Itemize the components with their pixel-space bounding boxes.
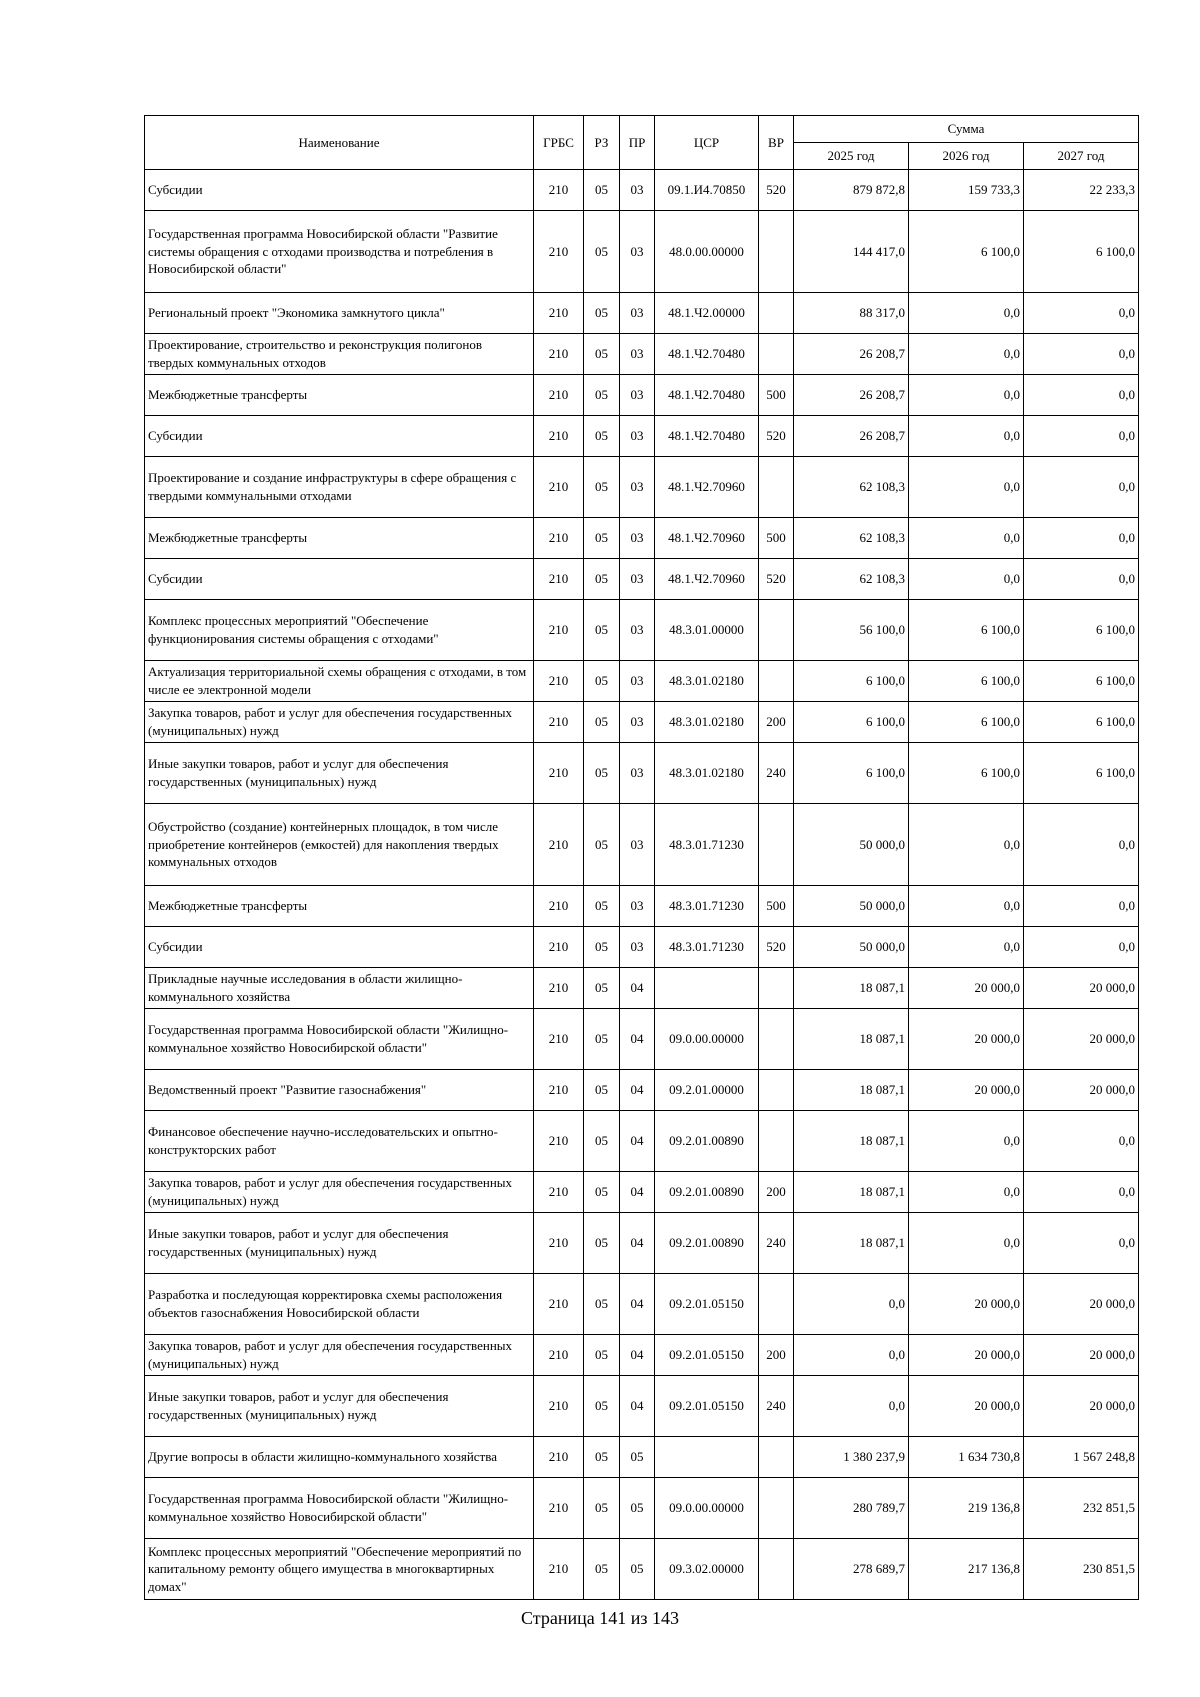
cell-y2027: 20 000,0 — [1024, 1009, 1139, 1070]
cell-grbs: 210 — [534, 518, 584, 559]
cell-pr: 03 — [620, 518, 655, 559]
cell-grbs: 210 — [534, 1213, 584, 1274]
cell-y2026: 0,0 — [909, 1111, 1024, 1172]
cell-grbs: 210 — [534, 1274, 584, 1335]
cell-y2026: 217 136,8 — [909, 1539, 1024, 1600]
cell-y2026: 0,0 — [909, 927, 1024, 968]
table-row — [145, 600, 1139, 661]
cell-y2025: 26 208,7 — [794, 334, 909, 375]
cell-csr — [655, 1437, 759, 1478]
cell-name: Межбюджетные трансферты — [145, 886, 534, 927]
cell-vr — [759, 1539, 794, 1600]
header-year-2026: 2026 год — [909, 143, 1024, 170]
cell-vr — [759, 804, 794, 886]
cell-pr: 04 — [620, 1070, 655, 1111]
cell-vr — [759, 600, 794, 661]
cell-rz: 05 — [584, 518, 620, 559]
cell-pr: 03 — [620, 334, 655, 375]
header-sum: Сумма — [794, 116, 1139, 143]
cell-y2026: 0,0 — [909, 1172, 1024, 1213]
table-row — [145, 1437, 1139, 1478]
table-row — [145, 968, 1139, 1009]
cell-y2025: 18 087,1 — [794, 1213, 909, 1274]
cell-pr: 04 — [620, 1213, 655, 1274]
cell-pr: 04 — [620, 968, 655, 1009]
cell-y2027: 6 100,0 — [1024, 600, 1139, 661]
cell-y2026: 20 000,0 — [909, 1335, 1024, 1376]
cell-y2025: 18 087,1 — [794, 1070, 909, 1111]
cell-pr: 05 — [620, 1539, 655, 1600]
cell-rz: 05 — [584, 927, 620, 968]
cell-vr: 500 — [759, 375, 794, 416]
table-row — [145, 1539, 1139, 1600]
cell-pr: 04 — [620, 1274, 655, 1335]
cell-vr — [759, 1274, 794, 1335]
cell-rz: 05 — [584, 1070, 620, 1111]
table-header — [145, 116, 1139, 170]
cell-y2026: 20 000,0 — [909, 1070, 1024, 1111]
cell-vr — [759, 1070, 794, 1111]
cell-grbs: 210 — [534, 1437, 584, 1478]
cell-y2027: 20 000,0 — [1024, 1274, 1139, 1335]
cell-y2027: 0,0 — [1024, 927, 1139, 968]
cell-pr: 03 — [620, 211, 655, 293]
cell-name: Субсидии — [145, 170, 534, 211]
table-row — [145, 927, 1139, 968]
cell-csr: 48.1.Ч2.70480 — [655, 375, 759, 416]
cell-y2026: 0,0 — [909, 457, 1024, 518]
table-row — [145, 702, 1139, 743]
cell-vr: 520 — [759, 559, 794, 600]
cell-y2025: 88 317,0 — [794, 293, 909, 334]
cell-csr: 48.1.Ч2.00000 — [655, 293, 759, 334]
cell-y2026: 0,0 — [909, 1213, 1024, 1274]
cell-y2026: 6 100,0 — [909, 661, 1024, 702]
cell-y2027: 6 100,0 — [1024, 661, 1139, 702]
cell-y2026: 20 000,0 — [909, 1376, 1024, 1437]
cell-csr: 09.1.И4.70850 — [655, 170, 759, 211]
cell-y2026: 20 000,0 — [909, 1009, 1024, 1070]
cell-y2026: 6 100,0 — [909, 600, 1024, 661]
cell-vr — [759, 457, 794, 518]
cell-csr — [655, 968, 759, 1009]
cell-y2025: 879 872,8 — [794, 170, 909, 211]
cell-pr: 04 — [620, 1376, 655, 1437]
header-csr: ЦСР — [655, 116, 759, 170]
cell-pr: 04 — [620, 1335, 655, 1376]
cell-csr: 48.3.01.71230 — [655, 886, 759, 927]
cell-name: Иные закупки товаров, работ и услуг для обеспечения государственных (муниципальных) нужд — [145, 743, 534, 804]
cell-vr: 520 — [759, 416, 794, 457]
cell-grbs: 210 — [534, 1172, 584, 1213]
cell-name: Закупка товаров, работ и услуг для обеспечения государственных (муниципальных) нужд — [145, 1172, 534, 1213]
cell-y2027: 20 000,0 — [1024, 1070, 1139, 1111]
cell-grbs: 210 — [534, 559, 584, 600]
cell-y2027: 6 100,0 — [1024, 702, 1139, 743]
table-row — [145, 1111, 1139, 1172]
cell-rz: 05 — [584, 1274, 620, 1335]
cell-name: Межбюджетные трансферты — [145, 518, 534, 559]
header-name: Наименование — [145, 116, 534, 170]
cell-rz: 05 — [584, 1213, 620, 1274]
cell-y2027: 1 567 248,8 — [1024, 1437, 1139, 1478]
cell-y2027: 230 851,5 — [1024, 1539, 1139, 1600]
cell-csr: 48.3.01.71230 — [655, 804, 759, 886]
cell-vr: 240 — [759, 1213, 794, 1274]
cell-vr — [759, 968, 794, 1009]
cell-y2025: 6 100,0 — [794, 743, 909, 804]
cell-rz: 05 — [584, 293, 620, 334]
cell-y2026: 159 733,3 — [909, 170, 1024, 211]
cell-y2027: 0,0 — [1024, 804, 1139, 886]
cell-y2025: 18 087,1 — [794, 968, 909, 1009]
table-row — [145, 375, 1139, 416]
cell-grbs: 210 — [534, 1478, 584, 1539]
cell-csr: 09.2.01.00890 — [655, 1213, 759, 1274]
cell-y2025: 50 000,0 — [794, 804, 909, 886]
cell-y2025: 0,0 — [794, 1335, 909, 1376]
cell-vr — [759, 1009, 794, 1070]
table-row — [145, 1335, 1139, 1376]
cell-vr: 200 — [759, 702, 794, 743]
cell-rz: 05 — [584, 211, 620, 293]
cell-name: Прикладные научные исследования в области жилищно-коммунального хозяйства — [145, 968, 534, 1009]
cell-rz: 05 — [584, 804, 620, 886]
cell-rz: 05 — [584, 702, 620, 743]
cell-csr: 48.1.Ч2.70480 — [655, 334, 759, 375]
cell-grbs: 210 — [534, 702, 584, 743]
cell-y2025: 26 208,7 — [794, 416, 909, 457]
header-vr: ВР — [759, 116, 794, 170]
cell-y2025: 0,0 — [794, 1274, 909, 1335]
cell-rz: 05 — [584, 1478, 620, 1539]
cell-grbs: 210 — [534, 927, 584, 968]
cell-rz: 05 — [584, 968, 620, 1009]
cell-rz: 05 — [584, 600, 620, 661]
cell-y2025: 18 087,1 — [794, 1111, 909, 1172]
cell-rz: 05 — [584, 375, 620, 416]
table-row — [145, 293, 1139, 334]
cell-csr: 09.2.01.05150 — [655, 1335, 759, 1376]
cell-grbs: 210 — [534, 661, 584, 702]
table-row — [145, 457, 1139, 518]
cell-name: Закупка товаров, работ и услуг для обеспечения государственных (муниципальных) нужд — [145, 1335, 534, 1376]
cell-y2027: 6 100,0 — [1024, 211, 1139, 293]
cell-y2027: 0,0 — [1024, 559, 1139, 600]
cell-pr: 05 — [620, 1478, 655, 1539]
cell-rz: 05 — [584, 661, 620, 702]
cell-y2027: 0,0 — [1024, 518, 1139, 559]
cell-csr: 48.3.01.02180 — [655, 661, 759, 702]
cell-csr: 09.3.02.00000 — [655, 1539, 759, 1600]
cell-csr: 48.3.01.71230 — [655, 927, 759, 968]
cell-pr: 03 — [620, 375, 655, 416]
cell-name: Государственная программа Новосибирской области "Жилищно-коммунальное хозяйство Новосибирской области" — [145, 1009, 534, 1070]
cell-name: Межбюджетные трансферты — [145, 375, 534, 416]
cell-y2027: 20 000,0 — [1024, 1376, 1139, 1437]
cell-vr: 200 — [759, 1335, 794, 1376]
cell-pr: 03 — [620, 804, 655, 886]
cell-y2025: 0,0 — [794, 1376, 909, 1437]
cell-y2026: 0,0 — [909, 416, 1024, 457]
table-body — [145, 170, 1139, 1600]
cell-rz: 05 — [584, 1376, 620, 1437]
cell-csr: 48.3.01.02180 — [655, 702, 759, 743]
cell-y2027: 20 000,0 — [1024, 968, 1139, 1009]
cell-grbs: 210 — [534, 416, 584, 457]
cell-pr: 03 — [620, 600, 655, 661]
cell-y2025: 62 108,3 — [794, 559, 909, 600]
cell-y2027: 0,0 — [1024, 1111, 1139, 1172]
cell-csr: 09.2.01.00000 — [655, 1070, 759, 1111]
cell-vr — [759, 334, 794, 375]
table-row — [145, 886, 1139, 927]
cell-rz: 05 — [584, 416, 620, 457]
cell-y2025: 18 087,1 — [794, 1172, 909, 1213]
cell-name: Комплекс процессных мероприятий "Обеспечение мероприятий по капитальному ремонту общего имущества в многоквартирных домах" — [145, 1539, 534, 1600]
table-row — [145, 211, 1139, 293]
table-row — [145, 1172, 1139, 1213]
cell-name: Проектирование, строительство и реконструкция полигонов твердых коммунальных отходов — [145, 334, 534, 375]
cell-rz: 05 — [584, 1335, 620, 1376]
cell-vr: 240 — [759, 743, 794, 804]
cell-pr: 03 — [620, 702, 655, 743]
cell-pr: 03 — [620, 886, 655, 927]
table-row — [145, 559, 1139, 600]
cell-rz: 05 — [584, 1172, 620, 1213]
cell-rz: 05 — [584, 170, 620, 211]
table-row — [145, 1213, 1139, 1274]
cell-grbs: 210 — [534, 1009, 584, 1070]
cell-grbs: 210 — [534, 170, 584, 211]
cell-name: Разработка и последующая корректировка схемы расположения объектов газоснабжения Новосибирской области — [145, 1274, 534, 1335]
header-rz: РЗ — [584, 116, 620, 170]
cell-name: Проектирование и создание инфраструктуры в сфере обращения с твердыми коммунальными отходами — [145, 457, 534, 518]
cell-rz: 05 — [584, 1437, 620, 1478]
cell-vr: 240 — [759, 1376, 794, 1437]
table-row — [145, 416, 1139, 457]
table-row — [145, 334, 1139, 375]
cell-y2027: 0,0 — [1024, 416, 1139, 457]
cell-rz: 05 — [584, 743, 620, 804]
cell-y2026: 20 000,0 — [909, 968, 1024, 1009]
cell-y2025: 62 108,3 — [794, 457, 909, 518]
page-number: Страница 141 из 143 — [521, 1608, 679, 1628]
cell-y2025: 144 417,0 — [794, 211, 909, 293]
cell-y2027: 0,0 — [1024, 886, 1139, 927]
cell-y2027: 0,0 — [1024, 1213, 1139, 1274]
table-row — [145, 1009, 1139, 1070]
table-row — [145, 661, 1139, 702]
table-row — [145, 743, 1139, 804]
cell-y2025: 56 100,0 — [794, 600, 909, 661]
cell-y2026: 0,0 — [909, 518, 1024, 559]
cell-name: Закупка товаров, работ и услуг для обеспечения государственных (муниципальных) нужд — [145, 702, 534, 743]
cell-y2025: 6 100,0 — [794, 661, 909, 702]
cell-y2025: 6 100,0 — [794, 702, 909, 743]
cell-y2027: 0,0 — [1024, 375, 1139, 416]
cell-y2025: 50 000,0 — [794, 886, 909, 927]
cell-grbs: 210 — [534, 1070, 584, 1111]
cell-rz: 05 — [584, 559, 620, 600]
cell-y2025: 62 108,3 — [794, 518, 909, 559]
cell-csr: 09.2.01.00890 — [655, 1172, 759, 1213]
cell-vr: 520 — [759, 927, 794, 968]
cell-rz: 05 — [584, 1111, 620, 1172]
table-row — [145, 1478, 1139, 1539]
cell-grbs: 210 — [534, 457, 584, 518]
cell-name: Субсидии — [145, 416, 534, 457]
cell-grbs: 210 — [534, 211, 584, 293]
cell-grbs: 210 — [534, 334, 584, 375]
cell-pr: 04 — [620, 1172, 655, 1213]
cell-vr: 500 — [759, 886, 794, 927]
cell-grbs: 210 — [534, 375, 584, 416]
cell-vr: 200 — [759, 1172, 794, 1213]
cell-grbs: 210 — [534, 600, 584, 661]
cell-vr: 500 — [759, 518, 794, 559]
cell-grbs: 210 — [534, 1335, 584, 1376]
cell-pr: 03 — [620, 416, 655, 457]
cell-grbs: 210 — [534, 743, 584, 804]
cell-rz: 05 — [584, 1009, 620, 1070]
cell-pr: 03 — [620, 457, 655, 518]
cell-name: Другие вопросы в области жилищно-коммунального хозяйства — [145, 1437, 534, 1478]
cell-pr: 04 — [620, 1009, 655, 1070]
cell-grbs: 210 — [534, 1111, 584, 1172]
cell-grbs: 210 — [534, 804, 584, 886]
cell-y2025: 280 789,7 — [794, 1478, 909, 1539]
cell-y2027: 6 100,0 — [1024, 743, 1139, 804]
budget-table — [144, 115, 1139, 1600]
cell-grbs: 210 — [534, 293, 584, 334]
cell-name: Финансовое обеспечение научно-исследовательских и опытно-конструкторских работ — [145, 1111, 534, 1172]
cell-csr: 09.0.00.00000 — [655, 1478, 759, 1539]
cell-y2025: 1 380 237,9 — [794, 1437, 909, 1478]
cell-y2026: 0,0 — [909, 293, 1024, 334]
cell-pr: 03 — [620, 293, 655, 334]
cell-csr: 48.1.Ч2.70960 — [655, 518, 759, 559]
cell-grbs: 210 — [534, 1539, 584, 1600]
table-row — [145, 804, 1139, 886]
cell-rz: 05 — [584, 334, 620, 375]
cell-rz: 05 — [584, 1539, 620, 1600]
cell-name: Иные закупки товаров, работ и услуг для обеспечения государственных (муниципальных) нужд — [145, 1376, 534, 1437]
cell-y2026: 6 100,0 — [909, 743, 1024, 804]
header-pr: ПР — [620, 116, 655, 170]
cell-csr: 09.2.01.00890 — [655, 1111, 759, 1172]
cell-y2026: 219 136,8 — [909, 1478, 1024, 1539]
cell-vr — [759, 1111, 794, 1172]
table-row — [145, 1070, 1139, 1111]
cell-csr: 48.3.01.02180 — [655, 743, 759, 804]
cell-y2026: 0,0 — [909, 375, 1024, 416]
cell-csr: 48.1.Ч2.70960 — [655, 457, 759, 518]
cell-grbs: 210 — [534, 886, 584, 927]
cell-y2027: 0,0 — [1024, 334, 1139, 375]
header-grbs: ГРБС — [534, 116, 584, 170]
header-year-2027: 2027 год — [1024, 143, 1139, 170]
cell-pr: 03 — [620, 661, 655, 702]
cell-y2025: 18 087,1 — [794, 1009, 909, 1070]
cell-name: Комплекс процессных мероприятий "Обеспечение функционирования системы обращения с отходами" — [145, 600, 534, 661]
cell-name: Обустройство (создание) контейнерных площадок, в том числе приобретение контейнеров (емкостей) для накопления твердых коммунальных отходов — [145, 804, 534, 886]
table-row — [145, 518, 1139, 559]
cell-y2027: 0,0 — [1024, 293, 1139, 334]
cell-y2026: 6 100,0 — [909, 211, 1024, 293]
cell-vr — [759, 661, 794, 702]
cell-pr: 04 — [620, 1111, 655, 1172]
cell-rz: 05 — [584, 886, 620, 927]
cell-pr: 03 — [620, 559, 655, 600]
cell-y2025: 50 000,0 — [794, 927, 909, 968]
cell-y2027: 0,0 — [1024, 457, 1139, 518]
cell-y2027: 0,0 — [1024, 1172, 1139, 1213]
cell-name: Региональный проект "Экономика замкнутого цикла" — [145, 293, 534, 334]
table-row — [145, 170, 1139, 211]
cell-y2027: 20 000,0 — [1024, 1335, 1139, 1376]
table-row — [145, 1376, 1139, 1437]
cell-y2026: 0,0 — [909, 559, 1024, 600]
cell-vr: 520 — [759, 170, 794, 211]
cell-grbs: 210 — [534, 968, 584, 1009]
cell-name: Субсидии — [145, 927, 534, 968]
cell-csr: 48.0.00.00000 — [655, 211, 759, 293]
cell-csr: 09.2.01.05150 — [655, 1274, 759, 1335]
cell-y2026: 1 634 730,8 — [909, 1437, 1024, 1478]
cell-y2026: 0,0 — [909, 886, 1024, 927]
cell-csr: 09.2.01.05150 — [655, 1376, 759, 1437]
cell-y2025: 26 208,7 — [794, 375, 909, 416]
cell-csr: 09.0.00.00000 — [655, 1009, 759, 1070]
cell-name: Государственная программа Новосибирской области "Развитие системы обращения с отходами производства и потребления в Новосибирской области" — [145, 211, 534, 293]
cell-y2027: 232 851,5 — [1024, 1478, 1139, 1539]
cell-y2026: 20 000,0 — [909, 1274, 1024, 1335]
cell-vr — [759, 211, 794, 293]
cell-name: Актуализация территориальной схемы обращения с отходами, в том числе ее электронной модели — [145, 661, 534, 702]
cell-pr: 03 — [620, 170, 655, 211]
cell-name: Ведомственный проект "Развитие газоснабжения" — [145, 1070, 534, 1111]
cell-name: Иные закупки товаров, работ и услуг для обеспечения государственных (муниципальных) нужд — [145, 1213, 534, 1274]
cell-name: Государственная программа Новосибирской области "Жилищно-коммунальное хозяйство Новосибирской области" — [145, 1478, 534, 1539]
header-year-2025: 2025 год — [794, 143, 909, 170]
cell-y2025: 278 689,7 — [794, 1539, 909, 1600]
cell-y2026: 0,0 — [909, 334, 1024, 375]
cell-csr: 48.1.Ч2.70960 — [655, 559, 759, 600]
cell-pr: 05 — [620, 1437, 655, 1478]
cell-vr — [759, 1437, 794, 1478]
cell-grbs: 210 — [534, 1376, 584, 1437]
cell-csr: 48.3.01.00000 — [655, 600, 759, 661]
cell-name: Субсидии — [145, 559, 534, 600]
cell-y2026: 0,0 — [909, 804, 1024, 886]
cell-csr: 48.1.Ч2.70480 — [655, 416, 759, 457]
cell-rz: 05 — [584, 457, 620, 518]
cell-y2027: 22 233,3 — [1024, 170, 1139, 211]
cell-vr — [759, 293, 794, 334]
cell-pr: 03 — [620, 743, 655, 804]
cell-pr: 03 — [620, 927, 655, 968]
cell-vr — [759, 1478, 794, 1539]
table-row — [145, 1274, 1139, 1335]
cell-y2026: 6 100,0 — [909, 702, 1024, 743]
